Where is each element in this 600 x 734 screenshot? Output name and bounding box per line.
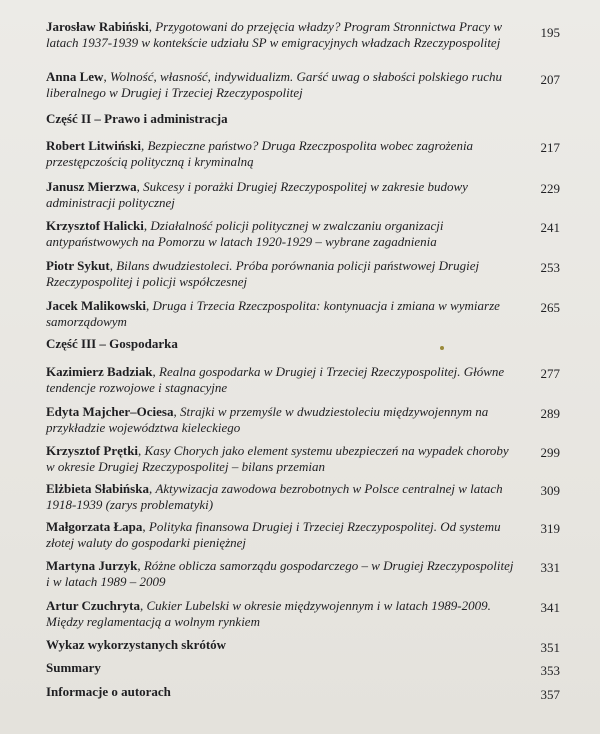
toc-entry: Jarosław Rabiński, Przygotowani do przejęcia władzy? Program Stronnictwa Pracy w latach 1937-1939 w kontekście udziału SP w emigracyjnych władzach Rzeczypospolitej <box>46 19 502 50</box>
entry-author: Anna Lew <box>46 69 104 84</box>
entry-author: Krzysztof Prętki <box>46 443 139 458</box>
entry-page-number: 309 <box>540 483 560 498</box>
entry-page-number: 319 <box>540 521 560 536</box>
entry-author: Robert Litwiński <box>46 138 141 153</box>
entry-title: Strajki w przemyśle w dwudziestoleciu międzywojennym na przykładzie województwa kieleckiego <box>46 404 489 435</box>
entry-author: Elżbieta Słabińska <box>46 481 149 496</box>
section-heading: Część II – Prawo i administracja <box>46 111 228 126</box>
ink-dot <box>440 346 444 350</box>
toc-entry-abbreviations: Wykaz wykorzystanych skrótów <box>46 637 227 652</box>
entry-title: Wolność, własność, indywidualizm. Garść uwag o słabości polskiego ruchu liberalnego w Drugiej i Trzeciej Rzeczypospolitej <box>46 69 502 100</box>
toc-entry: Anna Lew, Wolność, własność, indywidualizm. Garść uwag o słabości polskiego ruchu liberalnego w Drugiej i Trzeciej Rzeczypospolitej <box>46 69 502 100</box>
entry-author: Krzysztof Halicki <box>46 218 144 233</box>
entry-author: Edyta Majcher–Ociesa <box>46 404 174 419</box>
toc-entry: Krzysztof Prętki, Kasy Chorych jako element systemu ubezpieczeń na wypadek choroby w okresie Drugiej Rzeczypospolitej – bilans przemian <box>46 443 509 474</box>
entry-page-number: 265 <box>540 300 560 315</box>
entry-title: Druga i Trzecia Rzeczpospolita: kontynuacja i zmiana w wymiarze samorządowym <box>46 298 500 329</box>
toc-entry: Robert Litwiński, Bezpieczne państwo? Druga Rzeczpospolita wobec zagrożenia przestępczością polityczną i kryminalną <box>46 138 474 169</box>
toc-entry: Janusz Mierzwa, Sukcesy i porażki Drugiej Rzeczypospolitej w zakresie budowy administracji politycznej <box>46 179 468 210</box>
toc-entry: Małgorzata Łapa, Polityka finansowa Drugiej i Trzeciej Rzeczypospolitej. Od systemu złotej waluty do gospodarki pieniężnej <box>46 519 501 550</box>
entry-title: Różne oblicza samorządu gospodarczego – w Drugiej Rzeczypospolitej i w latach 1989 – 2009 <box>46 558 514 589</box>
entry-title: Działalność policji politycznej w zwalczaniu organizacji antypaństwowych na Pomorzu w latach 1920-1929 – wybrane zagadnienia <box>46 218 444 249</box>
entry-title: Sukcesy i porażki Drugiej Rzeczypospolitej w zakresie budowy administracji politycznej <box>46 179 468 210</box>
entry-page-number: 229 <box>540 181 560 196</box>
entry-author: Artur Czuchryta <box>46 598 140 613</box>
entry-author: Janusz Mierzwa <box>46 179 137 194</box>
entry-page-number: 341 <box>540 600 560 615</box>
entry-page-number: 207 <box>540 72 560 87</box>
entry-page-number: 277 <box>540 366 560 381</box>
entry-page-number: 357 <box>540 687 560 702</box>
toc-entry: Kazimierz Badziak, Realna gospodarka w Drugiej i Trzeciej Rzeczypospolitej. Główne tendencje rozwojowe i stagnacyjne <box>46 364 505 395</box>
entry-author: Małgorzata Łapa <box>46 519 143 534</box>
entry-author: Jacek Malikowski <box>46 298 147 313</box>
entry-title: Realna gospodarka w Drugiej i Trzeciej Rzeczypospolitej. Główne tendencje rozwojowe i stagnacyjne <box>46 364 505 395</box>
entry-page-number: 299 <box>540 445 560 460</box>
entry-page-number: 353 <box>540 663 560 678</box>
entry-title: Cukier Lubelski w okresie międzywojennym i w latach 1989-2009. Między reglamentacją a wolnym rynkiem <box>46 598 491 629</box>
entry-title: Bezpieczne państwo? Druga Rzeczpospolita wobec zagrożenia przestępczością polityczną i kryminalną <box>46 138 474 169</box>
entry-title: Polityka finansowa Drugiej i Trzeciej Rzeczypospolitej. Od systemu złotej waluty do gospodarki pieniężnej <box>46 519 501 550</box>
entry-title: Przygotowani do przejęcia władzy? Program Stronnictwa Pracy w latach 1937-1939 w kontekście udziału SP w emigracyjnych władzach Rzeczypospolitej <box>46 19 502 50</box>
entry-page-number: 195 <box>540 25 560 40</box>
toc-entry: Jacek Malikowski, Druga i Trzecia Rzeczpospolita: kontynuacja i zmiana w wymiarze samorządowym <box>46 298 500 329</box>
entry-author: Jarosław Rabiński <box>46 19 149 34</box>
toc-entry-summary: Summary <box>46 660 101 675</box>
toc-entry: Edyta Majcher–Ociesa, Strajki w przemyśle w dwudziestoleciu międzywojennym na przykładzie województwa kieleckiego <box>46 404 489 435</box>
entry-page-number: 217 <box>540 140 560 155</box>
entry-title: Aktywizacja zawodowa bezrobotnych w Polsce centralnej w latach 1918-1939 (zarys problematyki) <box>46 481 503 512</box>
entry-author: Martyna Jurzyk <box>46 558 138 573</box>
entry-page-number: 253 <box>540 260 560 275</box>
entry-author: Piotr Sykut <box>46 258 110 273</box>
entry-title: Kasy Chorych jako element systemu ubezpieczeń na wypadek choroby w okresie Drugiej Rzeczypospolitej – bilans przemian <box>46 443 509 474</box>
toc-entry: Martyna Jurzyk, Różne oblicza samorządu gospodarczego – w Drugiej Rzeczypospolitej i w latach 1989 – 2009 <box>46 558 514 589</box>
toc-entry-authors-info: Informacje o autorach <box>46 684 171 699</box>
entry-page-number: 241 <box>540 220 560 235</box>
entry-page-number: 351 <box>540 640 560 655</box>
toc-entry: Artur Czuchryta, Cukier Lubelski w okresie międzywojennym i w latach 1989-2009. Między reglamentacją a wolnym rynkiem <box>46 598 491 629</box>
toc-entry: Krzysztof Halicki, Działalność policji politycznej w zwalczaniu organizacji antypaństwowych na Pomorzu w latach 1920-1929 – wybrane zagadnienia <box>46 218 444 249</box>
entry-page-number: 289 <box>540 406 560 421</box>
entry-title: Bilans dwudziestoleci. Próba porównania policji państwowej Drugiej Rzeczypospolitej i policji współczesnej <box>46 258 480 289</box>
section-heading: Część III – Gospodarka <box>46 336 178 351</box>
entry-author: Kazimierz Badziak <box>46 364 153 379</box>
entry-page-number: 331 <box>540 560 560 575</box>
toc-entry: Elżbieta Słabińska, Aktywizacja zawodowa bezrobotnych w Polsce centralnej w latach 1918-1939 (zarys problematyki) <box>46 481 503 512</box>
toc-entry: Piotr Sykut, Bilans dwudziestoleci. Próba porównania policji państwowej Drugiej Rzeczypospolitej i policji współczesnej <box>46 258 480 289</box>
